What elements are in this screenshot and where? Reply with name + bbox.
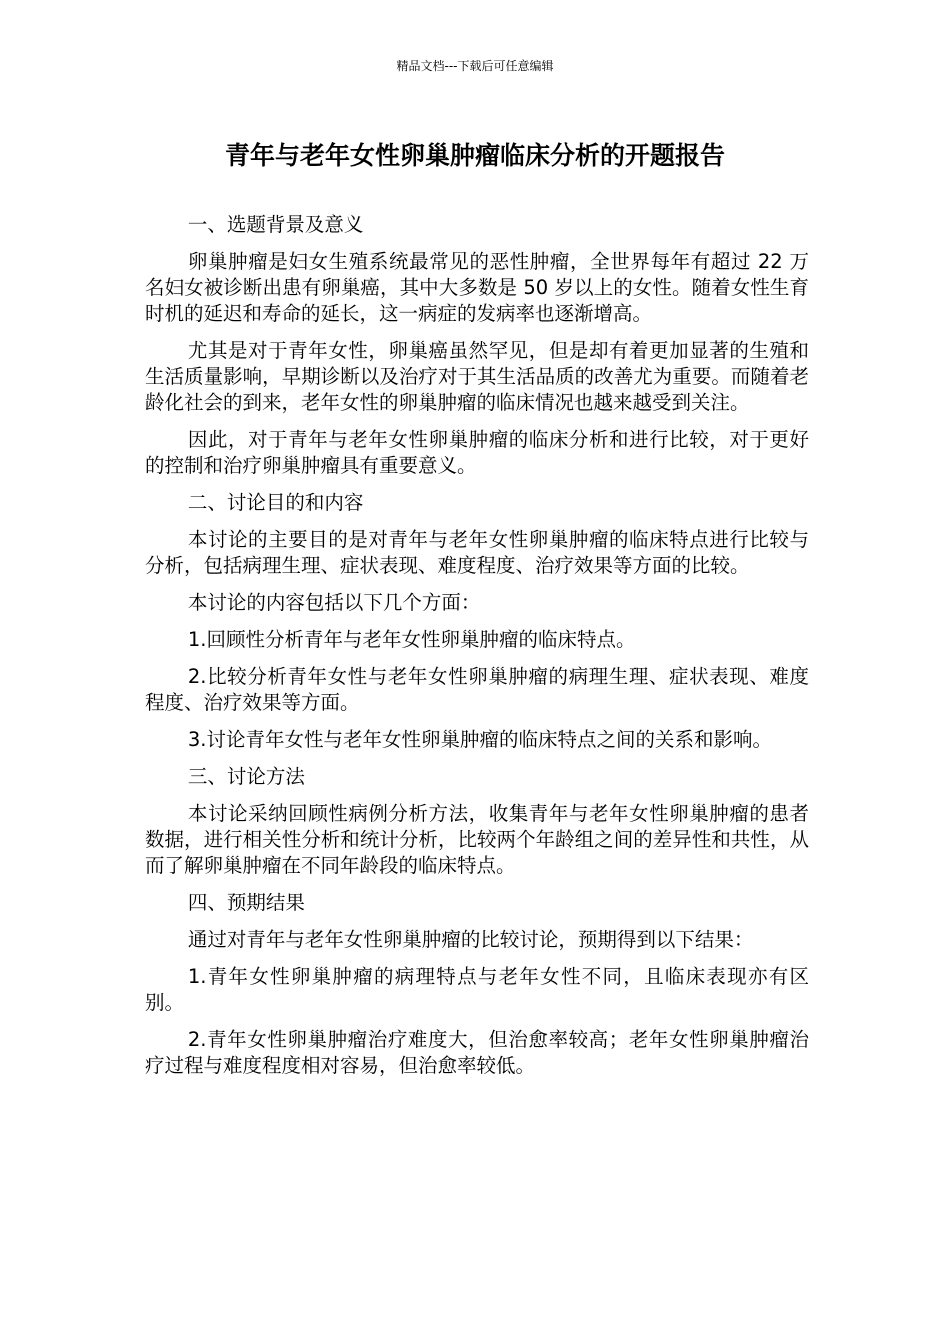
section-heading-method: 三、讨论方法 [187, 765, 305, 788]
document-body [145, 212, 809, 1090]
paragraph: 尤其是对于青年女性，卵巢癌虽然罕见，但是却有着更加显著的生殖和生活质量影响，早期诊断以及治疗对于其生活品质的改善尤为重要。而随着老龄化社会的到来，老年女性的卵巢肿瘤的临床情况也越来越受到关注。 [145, 339, 809, 414]
page-header: 精品文档---下载后可任意编辑 [396, 59, 554, 73]
paragraph: 通过对青年与老年女性卵巢肿瘤的比较讨论，预期得到以下结果： [187, 928, 754, 951]
section-heading-background: 一、选题背景及意义 [187, 213, 364, 236]
list-item: 1.青年女性卵巢肿瘤的病理特点与老年女性不同，且临床表现亦有区别。 [145, 965, 809, 1014]
paragraph: 本讨论的主要目的是对青年与老年女性卵巢肿瘤的临床特点进行比较与分析，包括病理生理、症状表现、难度程度、治疗效果等方面的比较。 [145, 528, 809, 577]
paragraph: 本讨论的内容包括以下几个方面： [187, 591, 481, 614]
paragraph: 因此，对于青年与老年女性卵巢肿瘤的临床分析和进行比较，对于更好的控制和治疗卵巢肿瘤具有重要意义。 [145, 428, 809, 477]
list-item: 3.讨论青年女性与老年女性卵巢肿瘤的临床特点之间的关系和影响。 [187, 728, 772, 751]
paragraph: 卵巢肿瘤是妇女生殖系统最常见的恶性肿瘤，全世界每年有超过 22 万名妇女被诊断出患有卵巢癌，其中大多数是 50 岁以上的女性。随着女性生育时机的延迟和寿命的延长，这一病症的发病率也逐渐增高。 [145, 250, 809, 325]
list-item: 2.比较分析青年女性与老年女性卵巢肿瘤的病理生理、症状表现、难度程度、治疗效果等方面。 [145, 665, 809, 714]
list-item: 1.回顾性分析青年与老年女性卵巢肿瘤的临床特点。 [187, 628, 636, 651]
paragraph: 本讨论采纳回顾性病例分析方法，收集青年与老年女性卵巢肿瘤的患者数据，进行相关性分析和统计分析，比较两个年龄组之间的差异性和共性，从而了解卵巢肿瘤在不同年龄段的临床特点。 [145, 802, 809, 877]
section-heading-expected-results: 四、预期结果 [187, 891, 305, 914]
list-item: 2.青年女性卵巢肿瘤治疗难度大，但治愈率较高；老年女性卵巢肿瘤治疗过程与难度程度相对容易，但治愈率较低。 [145, 1028, 809, 1077]
document-title: 青年与老年女性卵巢肿瘤临床分析的开题报告 [224, 141, 725, 170]
section-heading-purpose: 二、讨论目的和内容 [187, 491, 364, 514]
